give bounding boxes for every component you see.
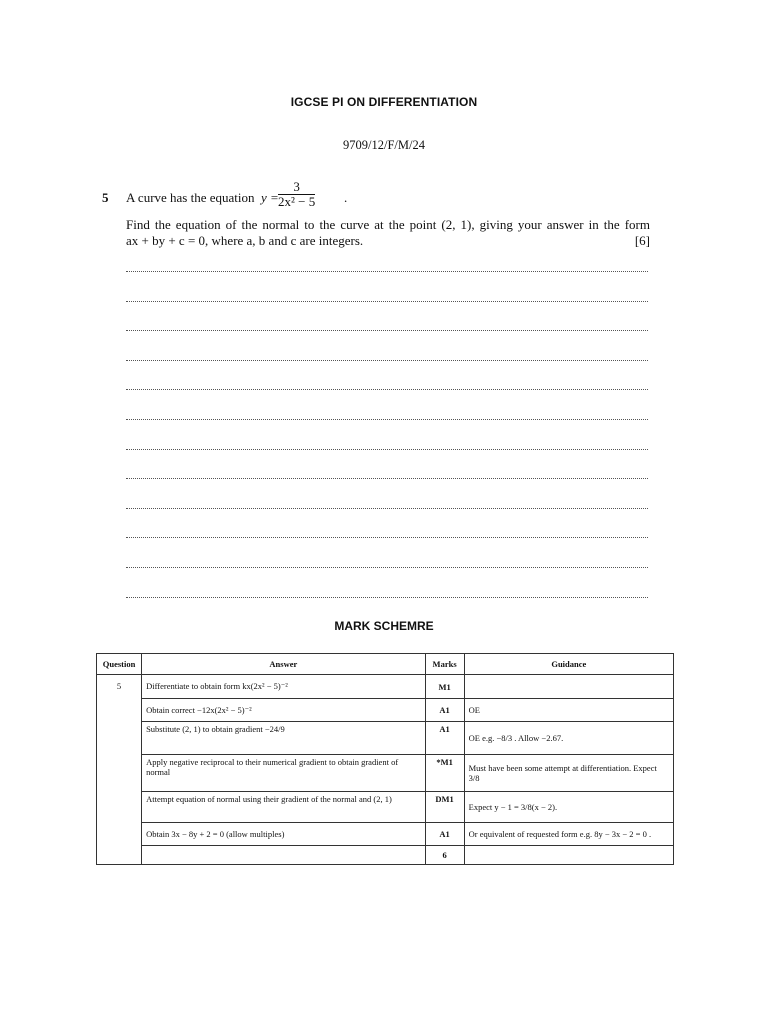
marks-cell: M1 xyxy=(425,675,464,699)
answer-line xyxy=(126,330,648,331)
answer-cell: Obtain 3x − 8y + 2 = 0 (allow multiples) xyxy=(142,823,425,846)
table-row xyxy=(97,755,674,792)
question-form-text: ax + by + c = 0, where a, b and c are integers. xyxy=(126,233,364,248)
answer-cell: Obtain correct −12x(2x² − 5)⁻² xyxy=(142,699,425,722)
answer-line xyxy=(126,597,648,598)
answer-line xyxy=(126,360,648,361)
answer-cell: Attempt equation of normal using their gradient of the normal and (2, 1) xyxy=(142,792,425,823)
table-header-row xyxy=(97,654,674,675)
marks-cell: A1 xyxy=(425,699,464,722)
marks-cell: A1 xyxy=(425,722,464,755)
marks-cell: A1 xyxy=(425,823,464,846)
table-row xyxy=(97,722,674,755)
document-title: IGCSE PI ON DIFFERENTIATION xyxy=(290,95,478,109)
guidance-cell: OE e.g. −8/3 . Allow −2.67. xyxy=(464,722,673,755)
question-instruction: Find the equation of the normal to the curve at the point (2, 1), giving your answer in the form xyxy=(126,217,650,232)
marks-cell: DM1 xyxy=(425,792,464,823)
answer-line xyxy=(126,478,648,479)
answer-cell: Apply negative reciprocal to their numerical gradient to obtain gradient of normal xyxy=(142,755,425,792)
question-number-cell: 5 xyxy=(97,675,142,865)
answer-line xyxy=(126,419,648,420)
table-row xyxy=(97,699,674,722)
table-row xyxy=(97,675,674,699)
question-instruction-cont xyxy=(126,233,650,249)
total-marks-cell: 6 xyxy=(425,846,464,865)
equation-numerator: 3 xyxy=(293,179,300,194)
mark-scheme-table xyxy=(96,653,674,865)
equation-period: . xyxy=(344,190,348,205)
paper-code: 9709/12/F/M/24 xyxy=(343,138,425,152)
question-marks: [6] xyxy=(634,233,650,248)
answer-line xyxy=(126,567,648,568)
answer-line xyxy=(126,271,648,272)
question-number: 5 xyxy=(102,190,109,205)
answer-cell: Differentiate to obtain form kx(2x² − 5)⁻² xyxy=(142,675,425,699)
guidance-cell: Or equivalent of requested form e.g. 8y − 3x − 2 = 0 . xyxy=(464,823,673,846)
answer-line xyxy=(126,301,648,302)
equation-denominator: 2x² − 5 xyxy=(278,194,316,209)
marks-cell: *M1 xyxy=(425,755,464,792)
guidance-cell: Expect y − 1 = 3/8(x − 2). xyxy=(464,792,673,823)
answer-cell-empty xyxy=(142,846,425,865)
answer-line xyxy=(126,537,648,538)
answer-line xyxy=(126,508,648,509)
guidance-cell-empty xyxy=(464,846,673,865)
answer-line xyxy=(126,389,648,390)
answer-cell: Substitute (2, 1) to obtain gradient −24/9 xyxy=(142,722,425,755)
table-total-row xyxy=(97,846,674,865)
question-intro-text: A curve has the equation xyxy=(126,190,255,205)
header-marks: Marks xyxy=(425,654,464,675)
guidance-cell: OE xyxy=(464,699,673,722)
header-answer: Answer xyxy=(142,654,425,675)
guidance-cell xyxy=(464,675,673,699)
header-question: Question xyxy=(97,654,142,675)
guidance-cell: Must have been some attempt at differentiation. Expect 3/8 xyxy=(464,755,673,792)
answer-line xyxy=(126,449,648,450)
equation-lhs: y = xyxy=(261,190,279,205)
table-row xyxy=(97,823,674,846)
table-row xyxy=(97,792,674,823)
equation-fraction xyxy=(278,180,315,209)
question-intro xyxy=(126,190,279,206)
mark-scheme-title: MARK SCHEMRE xyxy=(334,619,434,633)
header-guidance: Guidance xyxy=(464,654,673,675)
